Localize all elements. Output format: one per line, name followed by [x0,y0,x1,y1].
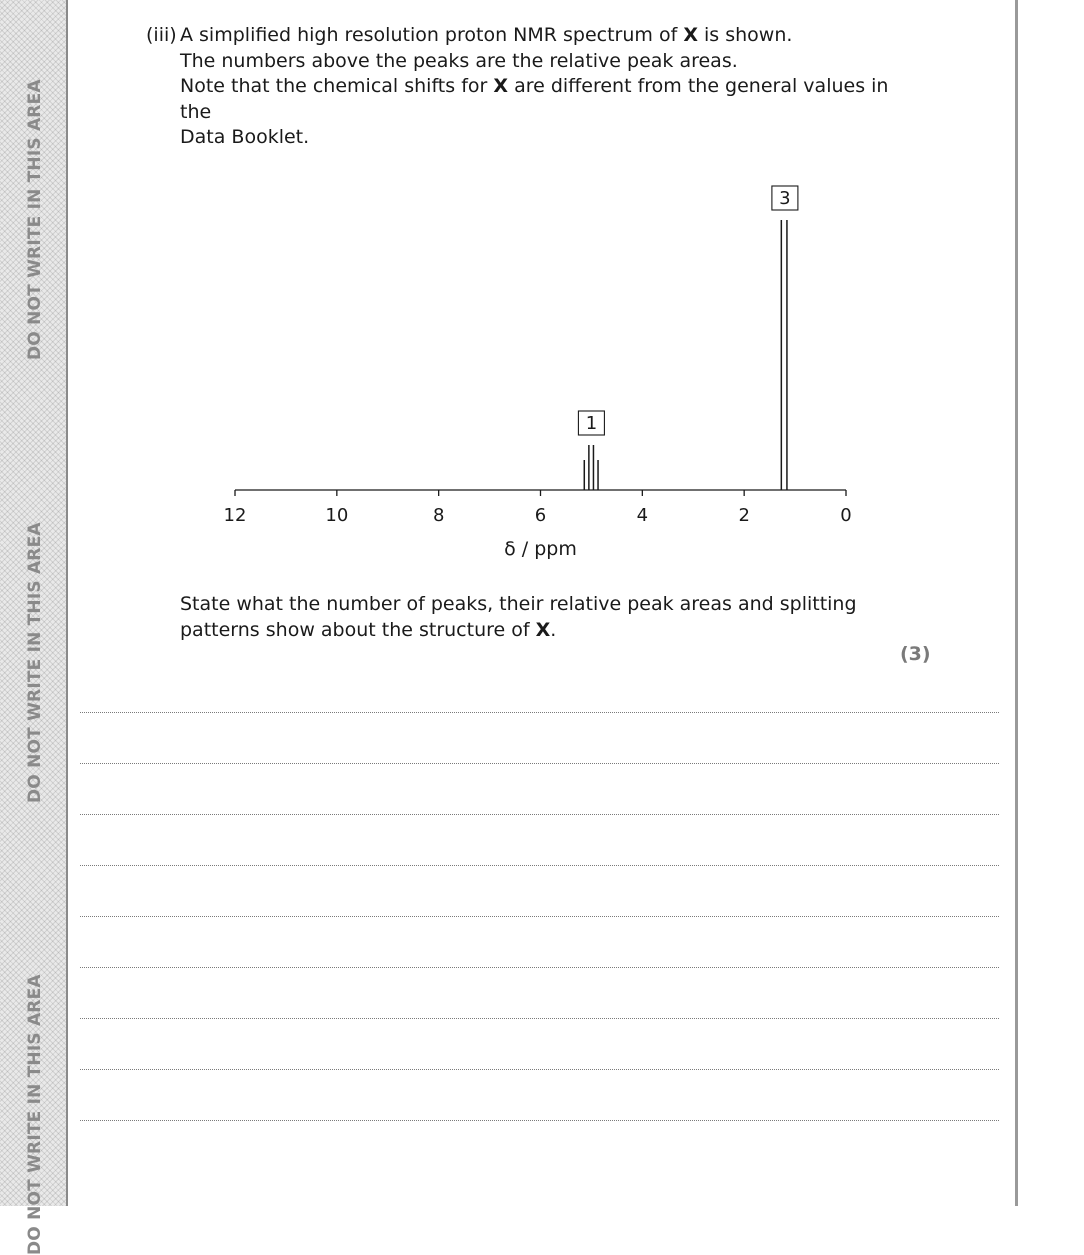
answer-line[interactable] [80,1018,999,1019]
tick-label-10: 10 [325,505,349,526]
margin-notice-top: DO NOT WRITE IN THIS AREA [25,79,45,360]
answer-line[interactable] [80,763,999,764]
marks-available: (3) [900,643,931,665]
question-line-1-b: is shown. [697,24,793,46]
prompt-line-2 [180,618,880,644]
compound-x-label-3: X [535,618,551,641]
prompt-line-2-b: . [550,618,557,641]
nmr-spectrum-chart [200,140,880,570]
axis-ticks [224,490,852,526]
question-line-1 [146,23,906,49]
tick-label-2: 2 [738,505,750,526]
question-line-2: The numbers above the peaks are the relative peak areas. [180,49,738,72]
margin-notice-middle: DO NOT WRITE IN THIS AREA [25,522,45,803]
answer-line[interactable] [80,865,999,866]
answer-line[interactable] [80,916,999,917]
margin-notice-bottom: DO NOT WRITE IN THIS AREA [25,974,45,1255]
question-number: (iii) [146,24,177,46]
right-border-rule [1015,0,1018,1206]
answer-line[interactable] [80,1120,999,1121]
prompt-line-2-a: patterns show about the structure of [180,618,536,641]
tick-label-8: 8 [432,505,445,526]
answer-line[interactable] [80,967,999,968]
tick-label-4: 4 [636,505,649,526]
task-prompt [180,592,880,643]
x-axis-label: δ / ppm [504,538,577,560]
question-line-3 [146,74,906,125]
left-margin-strip [0,0,68,1255]
peak-2-area-label: 3 [779,188,791,209]
tick-label-12: 12 [223,505,247,526]
question-text [146,23,906,151]
answer-line[interactable] [80,814,999,815]
compound-x-label-2: X [493,75,509,97]
question-line-3-a: Note that the chemical shifts for [180,75,494,97]
tick-label-0: 0 [840,505,852,526]
compound-x-label-1: X [683,24,698,46]
answer-line[interactable] [80,712,999,713]
tick-label-6: 6 [534,505,547,526]
spectrum-peaks [578,186,797,490]
question-line-1-a: A simplified high resolution proton NMR spectrum of [180,24,684,46]
question-line-4: Data Booklet. [180,126,310,148]
prompt-line-1: State what the number of peaks, their relative peak areas and splitting [180,593,857,615]
answer-line[interactable] [80,1069,999,1070]
question-line-3-b: are different from the general values in the [180,75,889,123]
peak-1-area-label: 1 [585,413,598,434]
